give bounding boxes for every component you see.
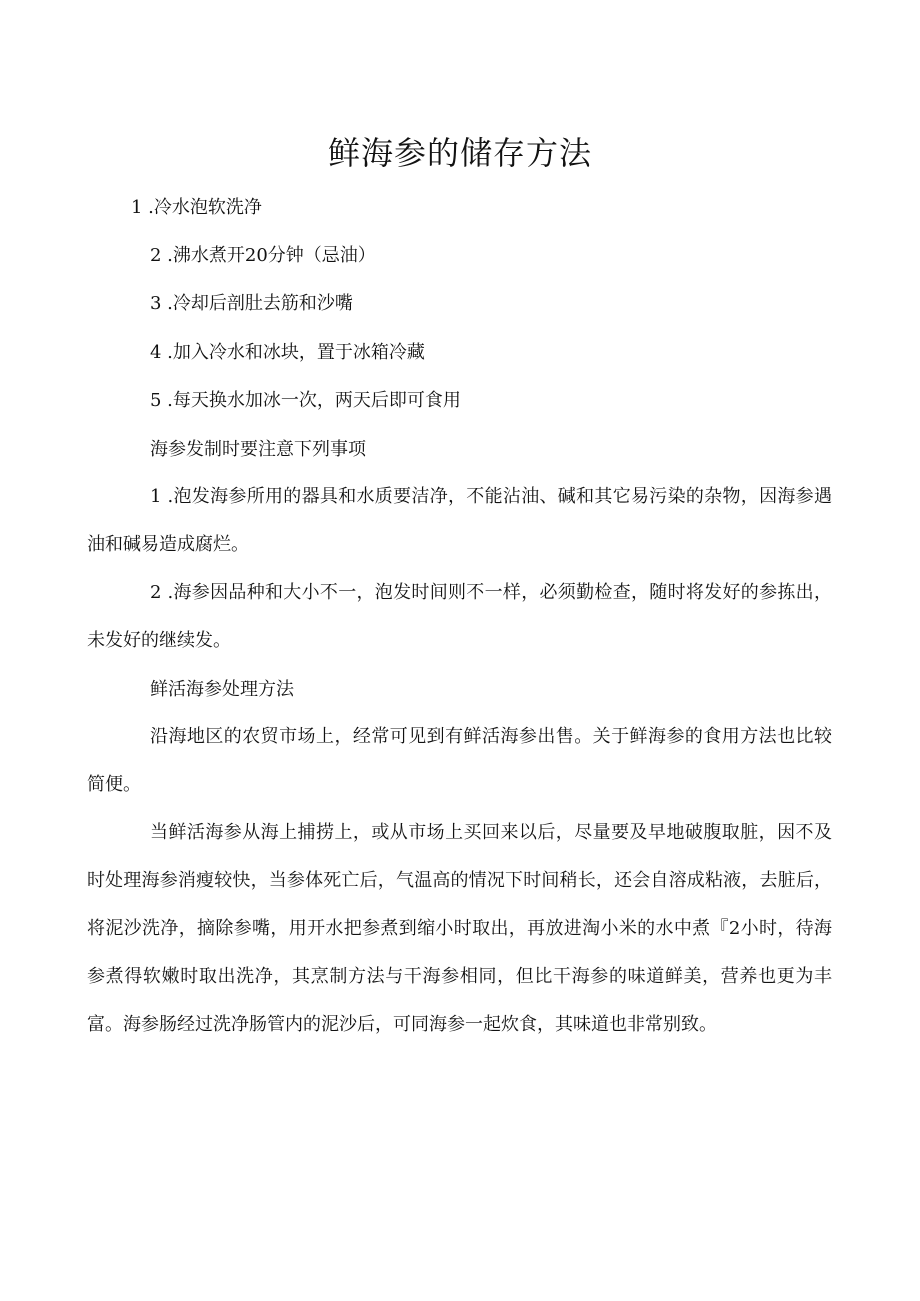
notes-heading: 海参发制时要注意下列事项 (150, 439, 366, 460)
step-item-3: 3 .冷却后剖肚去筋和沙嘴 (150, 293, 353, 314)
fresh-heading: 鲜活海参处理方法 (150, 679, 294, 700)
note-paragraph-1: 1 .泡发海参所用的器具和水质要洁净，不能沾油、碱和其它易污染的杂物，因海参遇油和碱易造成腐烂。 (87, 486, 832, 555)
step-item-5: 5 .每天换水加冰一次，两天后即可食用 (150, 390, 461, 411)
note-paragraph-2: 2 .海参因品种和大小不一，泡发时间则不一样，必须勤检查，随时将发好的参拣出，未发好的继续发。 (87, 582, 832, 651)
step-item-1: 1 .冷水泡软洗净 (131, 197, 262, 218)
fresh-paragraph-1: 沿海地区的农贸市场上，经常可见到有鲜活海参出售。关于鲜海参的食用方法也比较简便。 (87, 726, 832, 795)
step-item-2: 2 .沸水煮开20分钟（忌油） (150, 245, 376, 266)
step-item-4: 4 .加入冷水和冰块，置于冰箱冷藏 (150, 342, 425, 363)
document-title: 鲜海参的储存方法 (327, 134, 592, 172)
fresh-paragraph-2: 当鲜活海参从海上捕捞上，或从市场上买回来以后，尽量要及早地破腹取脏，因不及时处理海参消瘦较快，当参体死亡后，气温高的情况下时间稍长，还会自溶成粘液，去脏后，将泥沙洗净，摘除参嘴，用开水把参煮到缩小时取出，再放进淘小米的水中煮『2小时，待海参煮得软嫩时取出洗净，其烹制方法与干海参相同，但比干海参的味道鲜美，营养也更为丰富。海参肠经过洗净肠管内的泥沙后，可同海参一起炊食，其味道也非常别致。 (87, 822, 832, 1035)
